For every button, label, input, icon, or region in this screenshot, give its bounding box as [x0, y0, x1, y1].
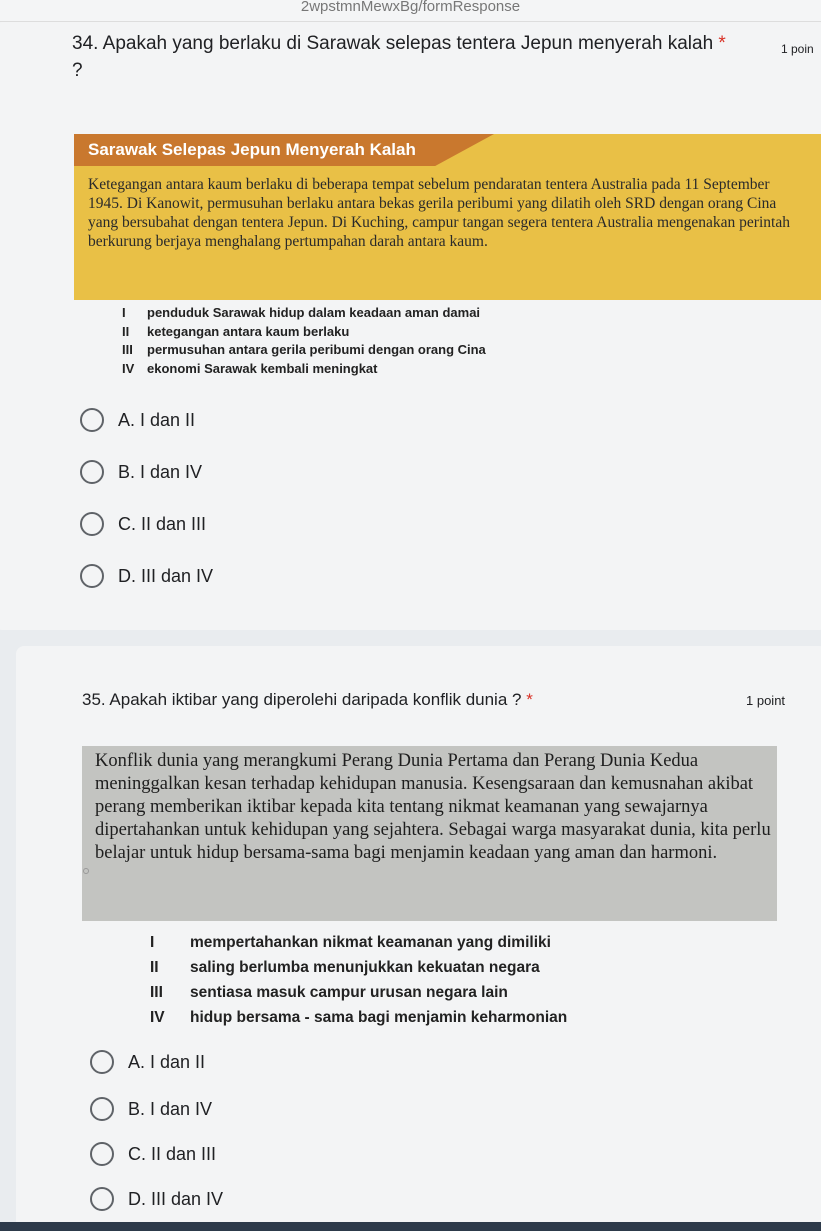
statement-item: I mempertahankan nikmat keamanan yang dimiliki: [150, 934, 551, 951]
bottom-edge: [0, 1222, 821, 1231]
option-label: D. III dan IV: [118, 565, 214, 586]
radio-button[interactable]: [80, 408, 104, 432]
option-b[interactable]: [90, 1097, 212, 1121]
question-text: 35. Apakah iktibar yang diperolehi daripada konflik dunia ?: [82, 690, 522, 709]
question-title-34: [72, 30, 792, 84]
statement-list: [150, 930, 567, 1030]
question-title-35: [82, 686, 702, 713]
points-label: 1 point: [746, 693, 786, 708]
option-c[interactable]: [90, 1142, 216, 1166]
statement-item: II saling berlumba menunjukkan kekuatan negara: [150, 959, 540, 976]
question-title-tail: ?: [72, 60, 83, 81]
statement-item: IV ekonomi Sarawak kembali meningkat: [122, 360, 378, 376]
required-mark: *: [718, 33, 726, 54]
url-bar: [0, 0, 821, 22]
source-title: Sarawak Selepas Jepun Menyerah Kalah: [88, 140, 416, 159]
option-b[interactable]: [80, 460, 202, 484]
radio-button[interactable]: [90, 1097, 114, 1121]
option-label: C. II dan III: [128, 1143, 217, 1164]
radio-button[interactable]: [90, 1050, 114, 1074]
statement-list: [122, 304, 486, 378]
option-d[interactable]: [90, 1187, 223, 1211]
points-label: 1 poin: [781, 42, 814, 56]
radio-button[interactable]: [80, 564, 104, 588]
statement-item: III sentiasa masuk campur urusan negara lain: [150, 984, 508, 1001]
option-d[interactable]: [80, 564, 213, 588]
radio-button[interactable]: [80, 460, 104, 484]
option-a[interactable]: [80, 408, 195, 432]
option-label: A. I dan II: [118, 409, 196, 430]
question-text: 34. Apakah yang berlaku di Sarawak selepas tentera Jepun menyerah kalah: [72, 33, 714, 54]
statement-item: II ketegangan antara kaum berlaku: [122, 323, 350, 339]
decorative-dot: [83, 868, 89, 874]
radio-button[interactable]: [80, 512, 104, 536]
option-label: A. I dan II: [128, 1051, 206, 1072]
statement-item: I penduduk Sarawak hidup dalam keadaan aman damai: [122, 305, 481, 320]
radio-button[interactable]: [90, 1142, 114, 1166]
option-label: B. I dan IV: [128, 1098, 213, 1119]
option-a[interactable]: [90, 1050, 205, 1074]
source-text: Ketegangan antara kaum berlaku di beberapa tempat sebelum pendaratan tentera Australia pada 11 September 1945. Di Kanowit, permusuhan berlaku antara bekas gerila peribumi yang dilatih oleh SRD dengan orang Cina yang bersubahat dengan tentera Jepun. Di Kuching, campur tangan segera tentera Australia mengenakan perintah berkurung berjaya menghalang pertumpahan darah antara kaum.: [88, 176, 790, 250]
required-mark: *: [526, 690, 533, 709]
option-c[interactable]: [80, 512, 206, 536]
option-label: C. II dan III: [118, 513, 207, 534]
source-text: Konflik dunia yang merangkumi Perang Dunia Pertama dan Perang Dunia Kedua meninggalkan kesan terhadap kehidupan manusia. Kesengsaraan dan kemusnahan akibat perang memberikan iktibar kepada kita tentang nikmat keamanan yang sewajarnya dipertahankan untuk kehidupan yang sejahtera. Sebagai warga masyarakat dunia, kita perlu belajar untuk hidup bersama-sama bagi menjamin keadaan yang aman dan harmoni.: [95, 751, 771, 863]
option-label: D. III dan IV: [128, 1188, 224, 1209]
url-text: 2wpstmnMewxBg/formResponse: [300, 0, 521, 15]
statement-item: III permusuhan antara gerila peribumi dengan orang Cina: [122, 342, 486, 357]
statement-item: IV hidup bersama - sama bagi menjamin keharmonian: [150, 1009, 568, 1026]
option-label: B. I dan IV: [118, 461, 203, 482]
radio-button[interactable]: [90, 1187, 114, 1211]
